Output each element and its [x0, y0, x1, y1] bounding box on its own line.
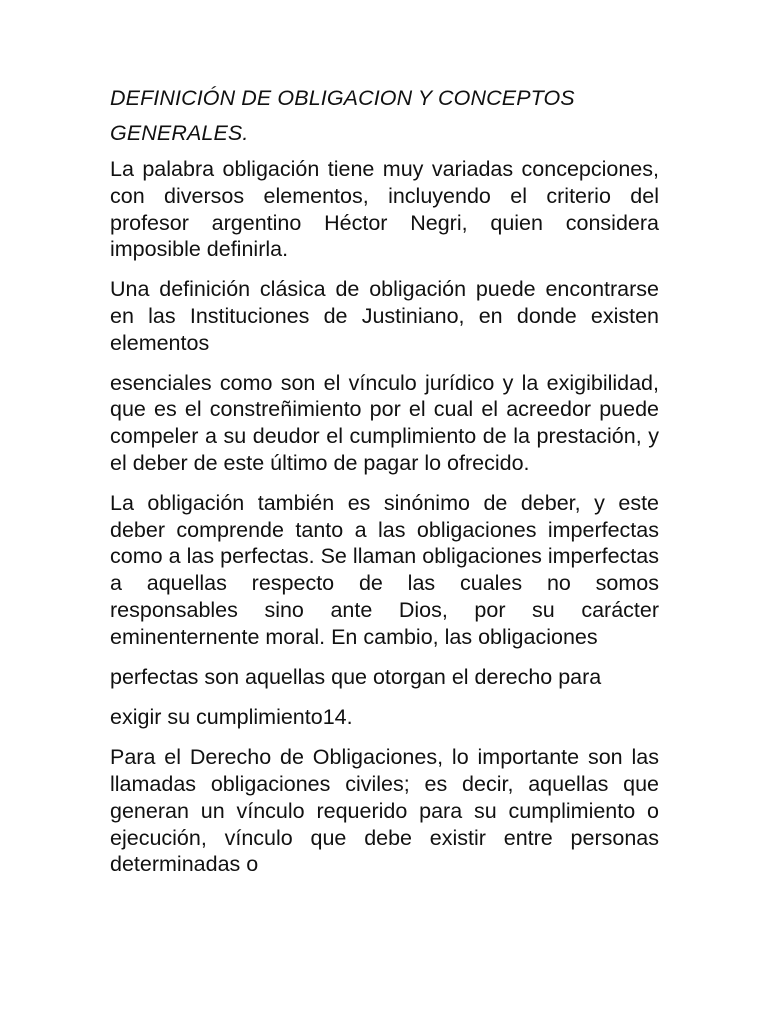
paragraph-5: perfectas son aquellas que otorgan el derecho para — [110, 664, 602, 689]
document-title — [110, 81, 659, 151]
paragraph-4: La obligación también es sinónimo de deber, y este deber comprende tanto a las obligaciones imperfectas como a las perfectas. Se llaman obligaciones imperfectas a aquellas respecto de las cuales no somos responsables sino ante Dios, por su carácter eminenternente moral. En cambio, las obligaciones — [110, 490, 659, 649]
paragraph-1: La palabra obligación tiene muy variadas concepciones, con diversos elementos, incluyendo el criterio del profesor argentino Héctor Negri, quien considera imposible definirla. — [110, 157, 659, 262]
document-page — [110, 81, 659, 878]
paragraph-7: Para el Derecho de Obligaciones, lo importante son las llamadas obligaciones civiles; es decir, aquellas que generan un vínculo requerido para su cumplimiento o ejecución, vínculo que debe existir entre personas determinadas o — [110, 745, 659, 877]
paragraph-6: exigir su cumplimiento14. — [110, 705, 353, 730]
paragraph-2: Una definición clásica de obligación puede encontrarse en las Instituciones de Justiniano, en donde existen elementos — [110, 277, 659, 355]
title-line-1: DEFINICIÓN DE OBLIGACION Y CONCEPTOS — [110, 86, 575, 110]
title-line-2: GENERALES. — [110, 121, 249, 145]
paragraph-3: esenciales como son el vínculo jurídico y la exigibilidad, que es el constreñimiento por el cual el acreedor puede compeler a su deudor el cumplimiento de la prestación, y el deber de este último de pagar lo ofrecido. — [110, 370, 659, 475]
